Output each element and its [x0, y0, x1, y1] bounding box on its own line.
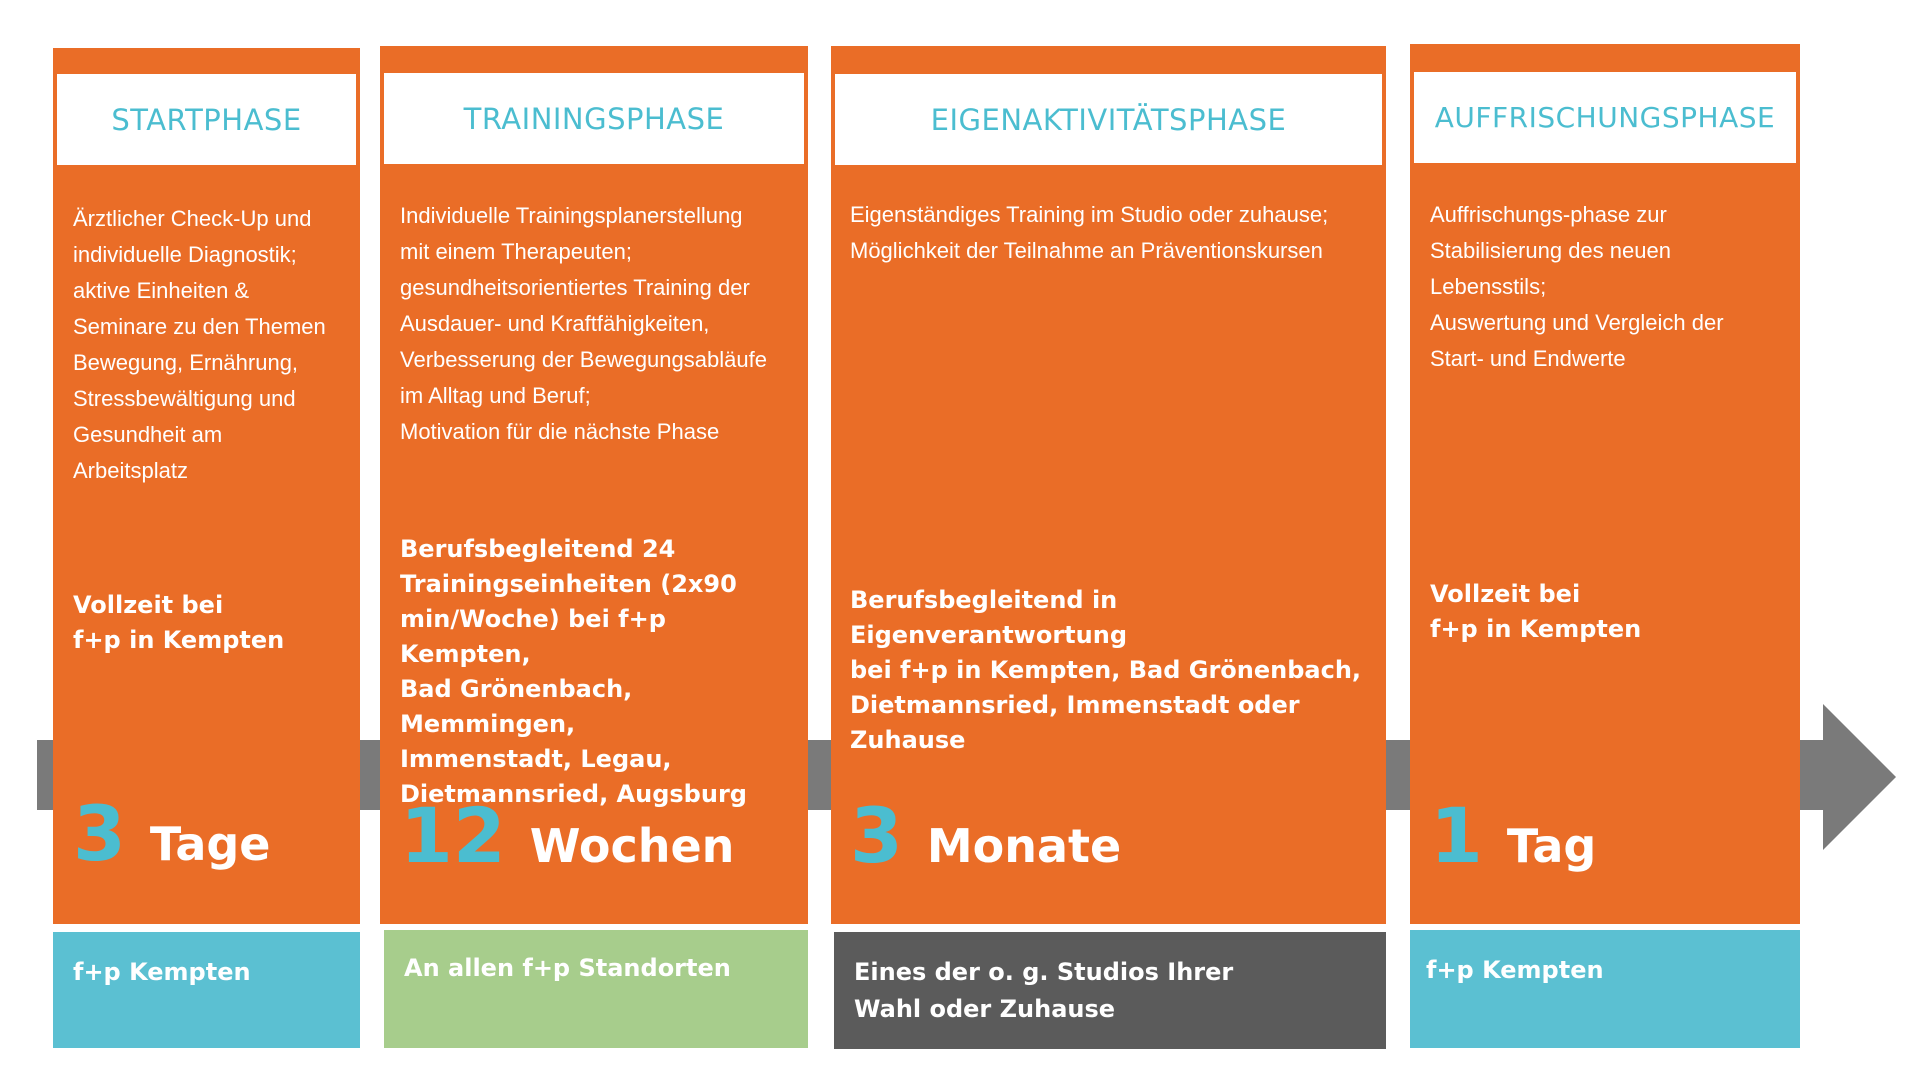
phase-duration — [850, 791, 1122, 880]
phase-card-start — [53, 48, 360, 924]
phase-description: Auffrischungs-phase zur Stabilisierung des neuen Lebensstils; Auswertung und Vergleich der Start- und Endwerte — [1430, 202, 1724, 371]
phase-venue: Berufsbegleitend 24 Trainingseinheiten (2x90 min/Woche) bei f+p Kempten, Bad Grönenbach, Memmingen, Immenstadt, Legau, Dietmannsried, Augsburg — [400, 535, 747, 808]
duration-number: 3 — [73, 789, 126, 878]
phase-location-training: An allen f+p Standorten — [384, 930, 808, 1048]
duration-unit: Tag — [1506, 819, 1597, 873]
phase-location-refresh: f+p Kempten — [1410, 930, 1800, 1048]
duration-number: 1 — [1430, 791, 1483, 880]
phase-card-training — [380, 46, 808, 924]
duration-number: 3 — [850, 791, 903, 880]
duration-unit: Wochen — [529, 819, 735, 873]
phase-venue: Vollzeit bei f+p in Kempten — [73, 591, 285, 654]
phase-title: AUFFRISCHUNGSPHASE — [1414, 72, 1796, 163]
phase-venue: Berufsbegleitend in Eigenverantwortung bei f+p in Kempten, Bad Grönenbach, Dietmannsried, Immenstadt oder Zuhause — [850, 586, 1362, 754]
phase-duration — [73, 789, 271, 878]
phase-description: Eigenständiges Training im Studio oder zuhause; Möglichkeit der Teilnahme an Präventionskursen — [850, 202, 1329, 263]
phase-duration — [1430, 791, 1597, 880]
phase-duration — [400, 791, 735, 880]
phase-location-self-activity: Eines der o. g. Studios Ihrer Wahl oder Zuhause — [834, 932, 1386, 1049]
phase-title: STARTPHASE — [57, 74, 356, 165]
duration-number: 12 — [400, 791, 506, 880]
phase-title: EIGENAKTIVITÄTSPHASE — [835, 74, 1382, 165]
duration-unit: Monate — [926, 819, 1122, 873]
phase-card-self-activity — [831, 46, 1386, 924]
phase-title: TRAININGSPHASE — [384, 73, 804, 164]
phase-description: Individuelle Trainingsplanerstellung mit einem Therapeuten; gesundheitsorientiertes Training der Ausdauer- und Kraftfähigkeiten, Verbesserung der Bewegungsabläufe im Alltag und Beruf; Motivation für die nächste Phase — [400, 203, 767, 444]
phase-venue: Vollzeit bei f+p in Kempten — [1430, 580, 1642, 643]
timeline-arrow-head — [1823, 704, 1896, 850]
phase-description: Ärztlicher Check-Up und individuelle Diagnostik; aktive Einheiten & Seminare zu den Themen Bewegung, Ernährung, Stressbewältigung und Gesundheit am Arbeitsplatz — [73, 206, 326, 483]
duration-unit: Tage — [149, 817, 271, 871]
phase-card-refresh — [1410, 44, 1800, 924]
phase-location-start: f+p Kempten — [53, 932, 360, 1048]
